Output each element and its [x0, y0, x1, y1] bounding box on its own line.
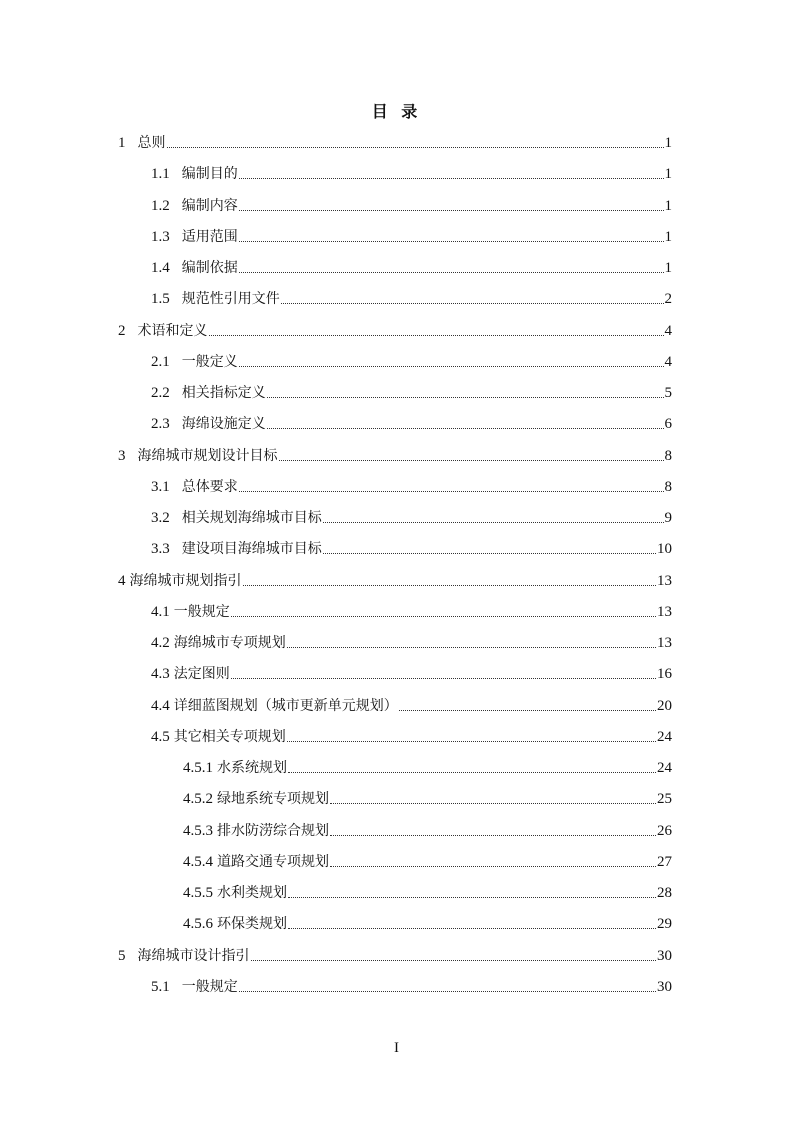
- toc-entry-label: [151, 539, 322, 559]
- toc-entry-label: [151, 164, 238, 184]
- toc-entry-page: 8: [664, 479, 672, 495]
- toc-entry[interactable]: [151, 664, 672, 684]
- toc-entry-label: [118, 321, 208, 341]
- toc-dot-leader: [287, 741, 656, 742]
- toc-dot-leader: [287, 647, 656, 648]
- toc-entry-label: [151, 977, 238, 997]
- page-title: 目 录: [371, 102, 422, 121]
- toc-entry-number: 1: [118, 135, 126, 151]
- toc-entry-number: 3.2: [151, 510, 170, 526]
- toc-entry-label: [118, 446, 278, 466]
- toc-entry-text: 总体要求: [181, 479, 238, 495]
- toc-entry[interactable]: [151, 196, 672, 216]
- toc-entry-page: 28: [657, 885, 672, 901]
- toc-entry-label: [183, 758, 287, 778]
- toc-entry-page: 20: [657, 698, 672, 714]
- toc-entry-number: 3.3: [151, 541, 170, 557]
- toc-entry-number: 3.1: [151, 479, 170, 495]
- toc-entry[interactable]: [183, 883, 672, 903]
- toc-entry-text: 绿地系统专项规划: [217, 791, 329, 807]
- toc-entry-label: [151, 696, 398, 716]
- toc-dot-leader: [288, 772, 656, 773]
- toc-entry[interactable]: [183, 789, 672, 809]
- toc-entry-label: [151, 289, 280, 309]
- page-number: I: [394, 1040, 399, 1056]
- toc-entry[interactable]: [183, 852, 672, 872]
- toc-entry-number: 1.2: [151, 198, 170, 214]
- toc-dot-leader: [243, 585, 657, 586]
- toc-entry-text: 适用范围: [181, 229, 238, 245]
- toc-entry-text: 道路交通专项规划: [217, 854, 329, 870]
- toc-entry[interactable]: [118, 946, 672, 966]
- toc-entry-page: 29: [657, 916, 672, 932]
- toc-entry-text: 编制目的: [181, 166, 238, 182]
- toc-entry-label: [151, 196, 238, 216]
- toc-dot-leader: [281, 303, 664, 304]
- toc-entry-number: 4.5.3: [183, 823, 213, 839]
- toc-entry[interactable]: [183, 914, 672, 934]
- toc-dot-leader: [209, 335, 664, 336]
- toc-entry-page: 2: [664, 291, 672, 307]
- toc-entry[interactable]: [118, 571, 672, 591]
- toc-entry[interactable]: [151, 539, 672, 559]
- toc-entry-text: 术语和定义: [137, 323, 208, 339]
- toc-entry-page: 10: [657, 541, 672, 557]
- toc-entry-page: 6: [664, 416, 672, 432]
- toc-entry-page: 4: [664, 323, 672, 339]
- toc-entry-page: 13: [657, 573, 672, 589]
- toc-entry[interactable]: [151, 727, 672, 747]
- toc-entry-label: [118, 133, 166, 153]
- toc-entry-text: 建设项目海绵城市目标: [181, 541, 322, 557]
- toc-entry[interactable]: [151, 696, 672, 716]
- toc-entry[interactable]: [151, 602, 672, 622]
- toc-entry-label: [118, 571, 242, 591]
- toc-entry-page: 30: [657, 948, 672, 964]
- toc-entry-label: [151, 258, 238, 278]
- toc-entry-text: 编制依据: [181, 260, 238, 276]
- toc-entry-text: 规范性引用文件: [181, 291, 280, 307]
- toc-entry-number: 2.2: [151, 385, 170, 401]
- toc-entry-number: 1.3: [151, 229, 170, 245]
- toc-dot-leader: [323, 553, 656, 554]
- toc-dot-leader: [267, 397, 664, 398]
- toc-entry-text: 环保类规划: [217, 916, 287, 932]
- toc-entry-number: 4.1: [151, 604, 170, 620]
- toc-entry-label: [151, 477, 238, 497]
- toc-entry-label: [151, 352, 238, 372]
- toc-dot-leader: [279, 460, 664, 461]
- toc-entry-number: 4.5.4: [183, 854, 213, 870]
- toc-entry-label: [151, 508, 322, 528]
- toc-entry-text: 水利类规划: [217, 885, 287, 901]
- toc-entry[interactable]: [118, 446, 672, 466]
- toc-entry-page: 13: [657, 635, 672, 651]
- toc-entry-label: [183, 914, 287, 934]
- toc-entry-page: 25: [657, 791, 672, 807]
- toc-entry-page: 9: [664, 510, 672, 526]
- toc-entry[interactable]: [183, 821, 672, 841]
- toc-entry[interactable]: [151, 977, 672, 997]
- toc-entry-text: 相关规划海绵城市目标: [181, 510, 322, 526]
- toc-dot-leader: [330, 803, 656, 804]
- toc-dot-leader: [167, 147, 664, 148]
- toc-dot-leader: [288, 897, 656, 898]
- toc-entry-number: 1.5: [151, 291, 170, 307]
- toc-entry-number: 1.1: [151, 166, 170, 182]
- toc-dot-leader: [251, 960, 657, 961]
- toc-entry-text: 其它相关专项规划: [173, 729, 286, 745]
- toc-entry-number: 2.1: [151, 354, 170, 370]
- toc-entry-text: 一般规定: [181, 979, 238, 995]
- toc-entry[interactable]: [118, 133, 672, 153]
- toc-entry-label: [151, 602, 230, 622]
- toc-entry-label: [151, 414, 266, 434]
- toc-entry-page: 1: [664, 229, 672, 245]
- toc-dot-leader: [399, 710, 656, 711]
- toc-dot-leader: [239, 241, 664, 242]
- toc-dot-leader: [239, 366, 664, 367]
- toc-entry-number: 4.5.1: [183, 760, 213, 776]
- toc-entry-text: 海绵城市设计指引: [137, 948, 250, 964]
- toc-entry-text: 法定图则: [173, 666, 230, 682]
- toc-dot-leader: [239, 491, 664, 492]
- toc-dot-leader: [267, 428, 664, 429]
- toc-entry[interactable]: [151, 633, 672, 653]
- toc-entry-label: [151, 383, 266, 403]
- toc-entry-text: 水系统规划: [217, 760, 287, 776]
- toc-entry[interactable]: [151, 227, 672, 247]
- toc-dot-leader: [323, 522, 664, 523]
- toc-entry-text: 相关指标定义: [181, 385, 266, 401]
- toc-entry-text: 海绵城市规划指引: [129, 573, 242, 589]
- toc-entry-page: 26: [657, 823, 672, 839]
- toc-entry[interactable]: [151, 414, 672, 434]
- toc-entry-text: 海绵城市规划设计目标: [137, 448, 278, 464]
- toc-entry[interactable]: [151, 477, 672, 497]
- toc-entry-number: 2: [118, 323, 126, 339]
- toc-entry[interactable]: [183, 758, 672, 778]
- toc-entry-text: 海绵城市专项规划: [173, 635, 286, 651]
- toc-entry-number: 4.5.2: [183, 791, 213, 807]
- toc-entry-page: 1: [664, 260, 672, 276]
- toc-dot-leader: [239, 178, 664, 179]
- toc-entry-text: 一般定义: [181, 354, 238, 370]
- toc-entry-number: 5: [118, 948, 126, 964]
- toc-entry[interactable]: [151, 289, 672, 309]
- toc-entry-label: [151, 633, 286, 653]
- toc-entry[interactable]: [151, 258, 672, 278]
- toc-entry-page: 1: [664, 198, 672, 214]
- toc-entry-number: 1.4: [151, 260, 170, 276]
- toc-entry-text: 排水防涝综合规划: [217, 823, 329, 839]
- toc-entry-number: 4.3: [151, 666, 170, 682]
- toc-entry-text: 海绵设施定义: [181, 416, 266, 432]
- toc-entry-page: 13: [657, 604, 672, 620]
- toc-entry-label: [183, 821, 329, 841]
- toc-entry[interactable]: [151, 352, 672, 372]
- toc-entry-text: 一般规定: [173, 604, 230, 620]
- toc-entry[interactable]: [151, 164, 672, 184]
- toc-entry-number: 4.5.6: [183, 916, 213, 932]
- toc-dot-leader: [330, 835, 656, 836]
- toc-entry-number: 4.5.5: [183, 885, 213, 901]
- toc-entry[interactable]: [151, 383, 672, 403]
- toc-entry-page: 24: [657, 729, 672, 745]
- toc-dot-leader: [288, 928, 656, 929]
- toc-entry-label: [118, 946, 250, 966]
- toc-entry-page: 4: [664, 354, 672, 370]
- toc-dot-leader: [239, 210, 664, 211]
- toc-entry-page: 30: [657, 979, 672, 995]
- toc-entry-number: 5.1: [151, 979, 170, 995]
- toc-entry-page: 16: [657, 666, 672, 682]
- toc-dot-leader: [239, 991, 656, 992]
- toc-entry-page: 5: [664, 385, 672, 401]
- toc-entry-page: 24: [657, 760, 672, 776]
- toc-entry-page: 1: [664, 166, 672, 182]
- toc-entry-number: 4.2: [151, 635, 170, 651]
- toc-dot-leader: [231, 616, 656, 617]
- toc-entry-number: 4: [118, 573, 126, 589]
- toc-entry-page: 8: [664, 448, 672, 464]
- toc-dot-leader: [231, 678, 656, 679]
- toc-entry-text: 详细蓝图规划（城市更新单元规划）: [173, 698, 398, 714]
- toc-entry-number: 3: [118, 448, 126, 464]
- toc-entry-text: 编制内容: [181, 198, 238, 214]
- toc-entry-label: [183, 789, 329, 809]
- toc-entry-label: [151, 727, 286, 747]
- toc-entry-label: [183, 883, 287, 903]
- toc-entry-label: [183, 852, 329, 872]
- toc-entry-page: 1: [664, 135, 672, 151]
- toc-entry-label: [151, 227, 238, 247]
- toc-entry-label: [151, 664, 230, 684]
- toc-entry-number: 4.5: [151, 729, 170, 745]
- toc-dot-leader: [239, 272, 664, 273]
- toc-entry[interactable]: [118, 321, 672, 341]
- toc-entry-page: 27: [657, 854, 672, 870]
- toc-entry-text: 总则: [137, 135, 166, 151]
- toc-entry-number: 4.4: [151, 698, 170, 714]
- toc-dot-leader: [330, 866, 656, 867]
- toc-entry-number: 2.3: [151, 416, 170, 432]
- toc-entry[interactable]: [151, 508, 672, 528]
